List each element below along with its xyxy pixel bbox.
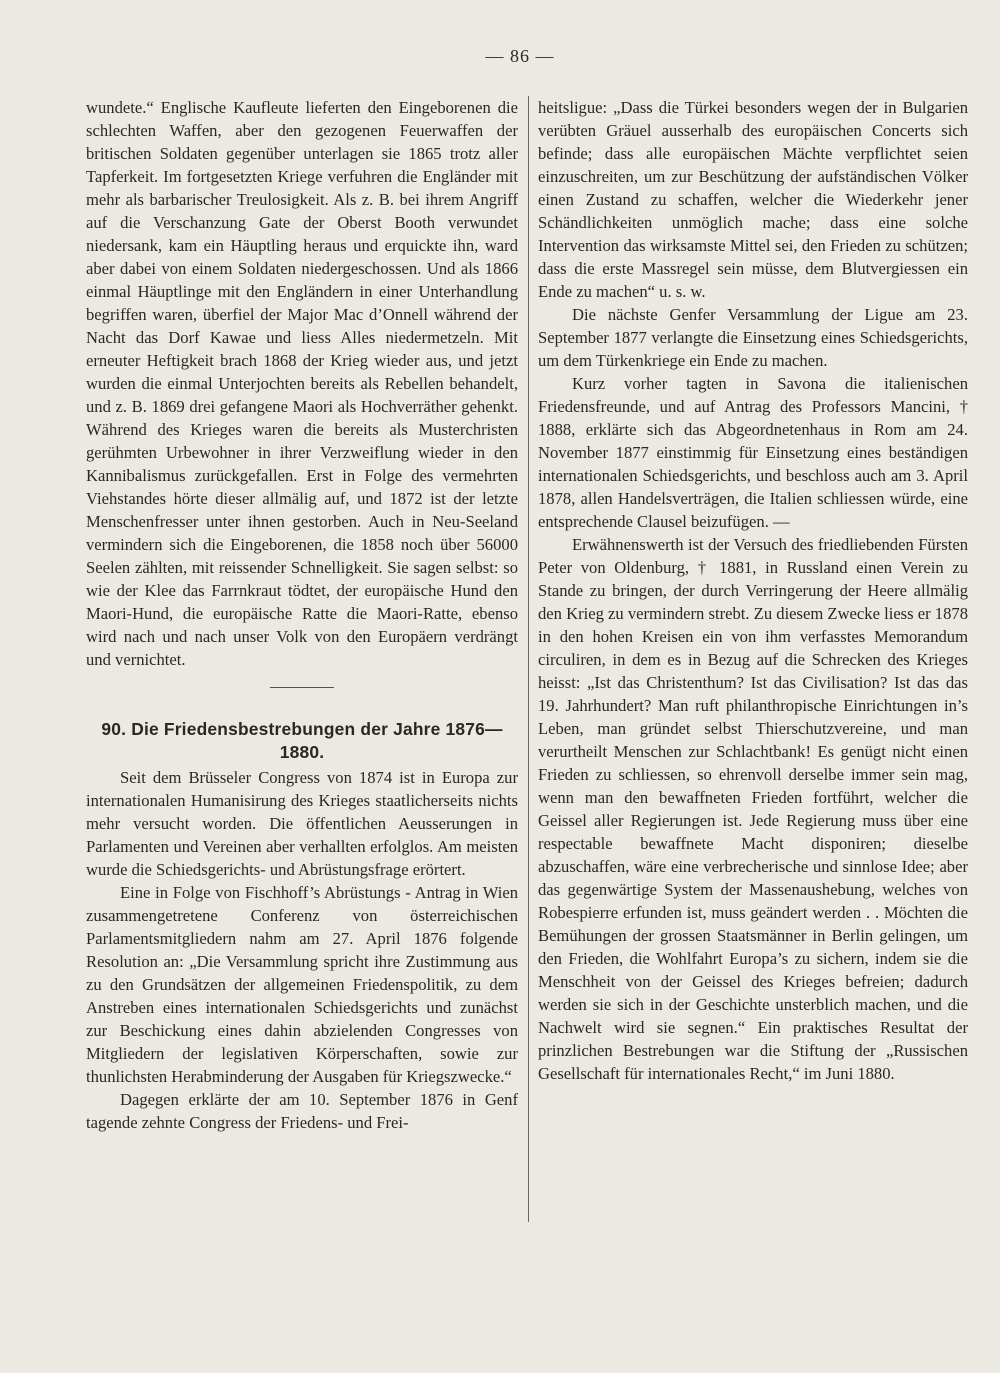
- paragraph: Eine in Folge von Fischhoff’s Abrüstungs - Antrag in Wien zusammengetretene Conferenz von österreichischen Parlamentsmitgliedern nahm am 27. April 1876 folgende Resolution an: „Die Versammlung spricht ihre Zustimmung aus zu den Grundsätzen der allgemeinen Friedenspolitik, zu dem Anstreben eines internationalen Schiedsgerichts und zunächst zur Beschickung eines dahin abzielenden Congresses von Mitgliedern der legislativen Körperschaften, sowie zur thunlichsten Herabminderung der Ausgaben für Kriegszwecke.“: [86, 883, 518, 1086]
- paragraph: Kurz vorher tagten in Savona die italienischen Friedensfreunde, und auf Antrag des Professors Mancini, † 1888, erklärte sich das Abgeordnetenhaus in Rom am 24. November 1877 einstimmig für Einsetzung eines beständigen internationalen Schiedsgerichts, und beschloss auch am 3. April 1878, allen Handelsverträgen, die Italien schliessen würde, eine entsprechende Clausel beizufügen. —: [538, 374, 968, 531]
- paragraph: Seit dem Brüsseler Congress von 1874 ist in Europa zur internationalen Humanisirung des Krieges staatlicherseits nichts mehr versucht worden. Die öffentlichen Aeusserungen in Parlamenten und Vereinen aber verhallten erfolglos. Am meisten wurde die Schiedsgerichts- und Abrüstungsfrage erörtert.: [86, 768, 518, 879]
- paragraph: Erwähnenswerth ist der Versuch des friedliebenden Fürsten Peter von Oldenburg, † 1881, in Russland einen Verein zu Stande zu bringen, der durch Verringerung der Heere allmälig den Krieg zu vermindern strebt. Zu diesem Zwecke liess er 1878 in den hohen Kreisen ein von ihm verfasstes Memorandum circuliren, in dem es in Bezug auf die Schrecken des Krieges heisst: „Ist das Christenthum? Ist das Civilisation? Ist das das 19. Jahrhundert? Man ruft philanthropische Einrichtungen in’s Leben, man gründet selbst Thierschutzvereine, und man verurtheilt Menschen zur Schlachtbank! Es genügt nicht einen Frieden zu schliessen, so ehrenvoll derselbe immer sein mag, wenn man den bewaffneten Frieden fortführt, welcher die Geissel aller Regierungen ist. Jede Regierung muss über eine respectable bewaffnete Macht disponiren; dieselbe abzuschaffen, wäre eine verbrecherische und sinnlose Idee; aber das gegenwärtige System der Massenaushebung, welches von Robespierre erfunden ist, muss geändert werden . . Möchten die Bemühungen der grossen Staatsmänner in Berlin gelingen, um den Frieden, die Wohlfahrt Europa’s zu sichern, indem sie die Menschheit von der Geissel des Krieges befreien; dadurch werden sie sich in der Geschichte unsterblich machen, und die Nachwelt wird sie segnen.“ Ein praktisches Resultat der prinzlichen Bestrebungen war die Stiftung der „Russischen Gesellschaft für internationales Recht,“ im Juni 1880.: [538, 535, 968, 1083]
- paragraph: heitsligue: „Dass die Türkei besonders wegen der in Bulgarien verübten Gräuel ausserhalb des europäischen Concerts sich befinde; dass alle europäischen Mächte verpflichtet seien einzuschreiten, um zur Beschützung der aufständischen Völker einen Zustand zu schaffen, welcher die Wiederkehr jener Schändlichkeiten unmöglich mache; dass eine solche Intervention das wirksamste Mittel sei, den Frieden zu schützen; dass die erste Massregel sein müsse, dem Blutvergiessen ein Ende zu machen“ u. s. w.: [538, 98, 968, 301]
- left-column: [86, 96, 518, 1134]
- paragraph: wundete.“ Englische Kaufleute lieferten den Eingeborenen die schlechten Waffen, aber den gezogenen Feuerwaffen der britischen Soldaten gegenüber unterlagen sie 1865 trotz aller Tapferkeit. Im fortgesetzten Kriege verfuhren die Engländer mit mehr als barbarischer Treulosigkeit. Als z. B. bei ihrem Angriff auf die Verschanzung Gate der Oberst Booth verwundet niedersank, kam ein Häuptling heraus und erquickte ihn, ward aber dabei von einem Soldaten niedergeschossen. Und als 1866 einmal Häuptlinge mit den Engländern in einer Unterhandlung begriffen waren, überfiel der Major Mac d’Onnell während der Nacht das Dorf Kawae und liess Alles niedermetzeln. Mit erneuter Heftigkeit brach 1868 der Krieg wieder aus, und jetzt wurden die einmal Unterjochten bereits als Rebellen behandelt, und z. B. 1869 drei gefangene Maori als Hochverräther gehenkt. Während des Krieges waren die bereits als Musterchristen gerühmten Urbewohner in ihrer Verzweiflung wieder in den Kannibalismus zurückgefallen. Erst in Folge des vermehrten Viehstandes hörte dieser allmälig auf, und 1872 ist der letzte Menschenfresser unter ihnen gestorben. Auch in Neu-Seeland vermindern sich die Eingeborenen, die 1858 noch über 56000 Seelen zählten, mit reissender Schnelligkeit. Sie sagen selbst: so wie der Klee das Farrnkraut tödtet, der europäische Hund den Maori-Hund, die europäische Ratte die Maori-Ratte, ebenso wird nach und nach unser Volk von den Europäern verdrängt und vernichtet.: [86, 98, 518, 669]
- right-column: [538, 96, 968, 1085]
- section-divider: [270, 687, 334, 688]
- paragraph: Die nächste Genfer Versammlung der Ligue am 23. September 1877 verlangte die Einsetzung eines Schiedsgerichts, um dem Türkenkriege ein Ende zu machen.: [538, 305, 968, 370]
- page-number: — 86 —: [485, 46, 555, 66]
- section-heading: 90. Die Friedensbestrebungen der Jahre 1876—1880.: [101, 719, 503, 762]
- paragraph: Dagegen erklärte der am 10. September 1876 in Genf tagende zehnte Congress der Friedens- und Frei-: [86, 1090, 518, 1132]
- column-rule: [528, 96, 529, 1222]
